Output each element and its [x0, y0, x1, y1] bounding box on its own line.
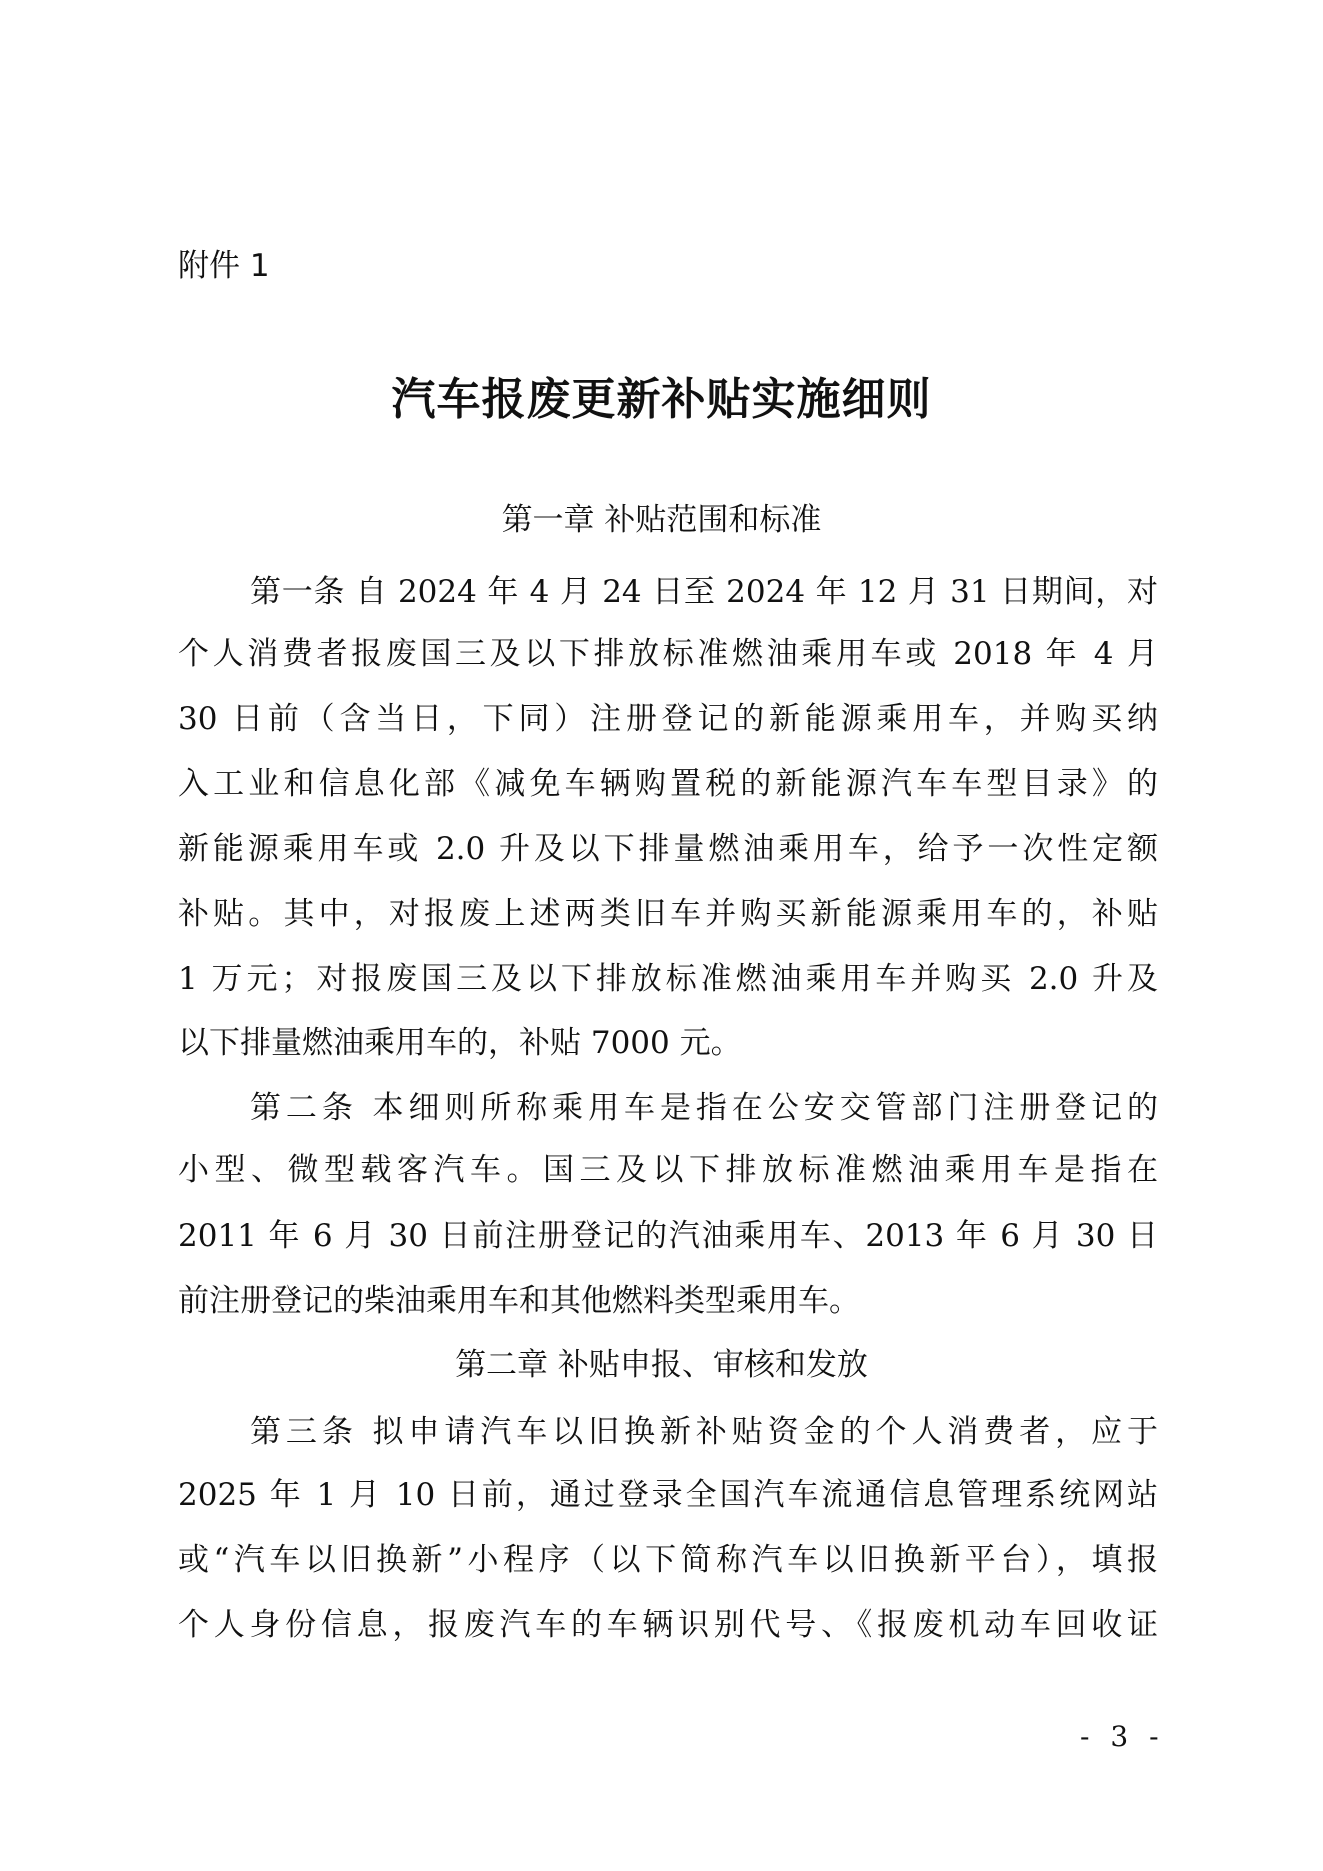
article-1-line: 30 日前（含当日，下同）注册登记的新能源乘用车，并购买纳	[178, 701, 1158, 737]
page-number: - 3 -	[1080, 1720, 1165, 1753]
article-2-line: 前注册登记的柴油乘用车和其他燃料类型乘用车。	[178, 1283, 860, 1319]
document-title: 汽车报废更新补贴实施细则	[391, 374, 932, 425]
article-3-line: 第三条 拟申请汽车以旧换新补贴资金的个人消费者，应于	[250, 1414, 1158, 1450]
article-1-line: 新能源乘用车或 2.0 升及以下排量燃油乘用车，给予一次性定额	[178, 831, 1158, 867]
article-1-line: 1 万元；对报废国三及以下排放标准燃油乘用车并购买 2.0 升及	[178, 961, 1158, 997]
article-2-line: 小型、微型载客汽车。国三及以下排放标准燃油乘用车是指在	[178, 1152, 1158, 1188]
article-1-line: 第一条 自 2024 年 4 月 24 日至 2024 年 12 月 31 日期间，对	[250, 574, 1158, 610]
article-1-line: 以下排量燃油乘用车的，补贴 7000 元。	[178, 1025, 742, 1061]
article-1-line: 个人消费者报废国三及以下排放标准燃油乘用车或 2018 年 4 月	[178, 636, 1158, 672]
attachment-label: 附件 1	[178, 248, 270, 284]
article-3-line: 个人身份信息，报废汽车的车辆识别代号、《报废机动车回收证	[178, 1607, 1158, 1643]
article-3-line: 2025 年 1 月 10 日前，通过登录全国汽车流通信息管理系统网站	[178, 1477, 1158, 1513]
article-3-line: 或“汽车以旧换新”小程序（以下简称汽车以旧换新平台），填报	[178, 1542, 1158, 1578]
article-1-line: 入工业和信息化部《减免车辆购置税的新能源汽车车型目录》的	[178, 766, 1158, 802]
article-1-line: 补贴。其中，对报废上述两类旧车并购买新能源乘用车的，补贴	[178, 896, 1158, 932]
article-2-line: 2011 年 6 月 30 日前注册登记的汽油乘用车、2013 年 6 月 30 日	[178, 1218, 1158, 1254]
chapter-heading: 第一章 补贴范围和标准	[501, 502, 822, 538]
article-2-line: 第二条 本细则所称乘用车是指在公安交管部门注册登记的	[250, 1090, 1158, 1126]
chapter-heading: 第二章 补贴申报、审核和发放	[455, 1347, 868, 1383]
